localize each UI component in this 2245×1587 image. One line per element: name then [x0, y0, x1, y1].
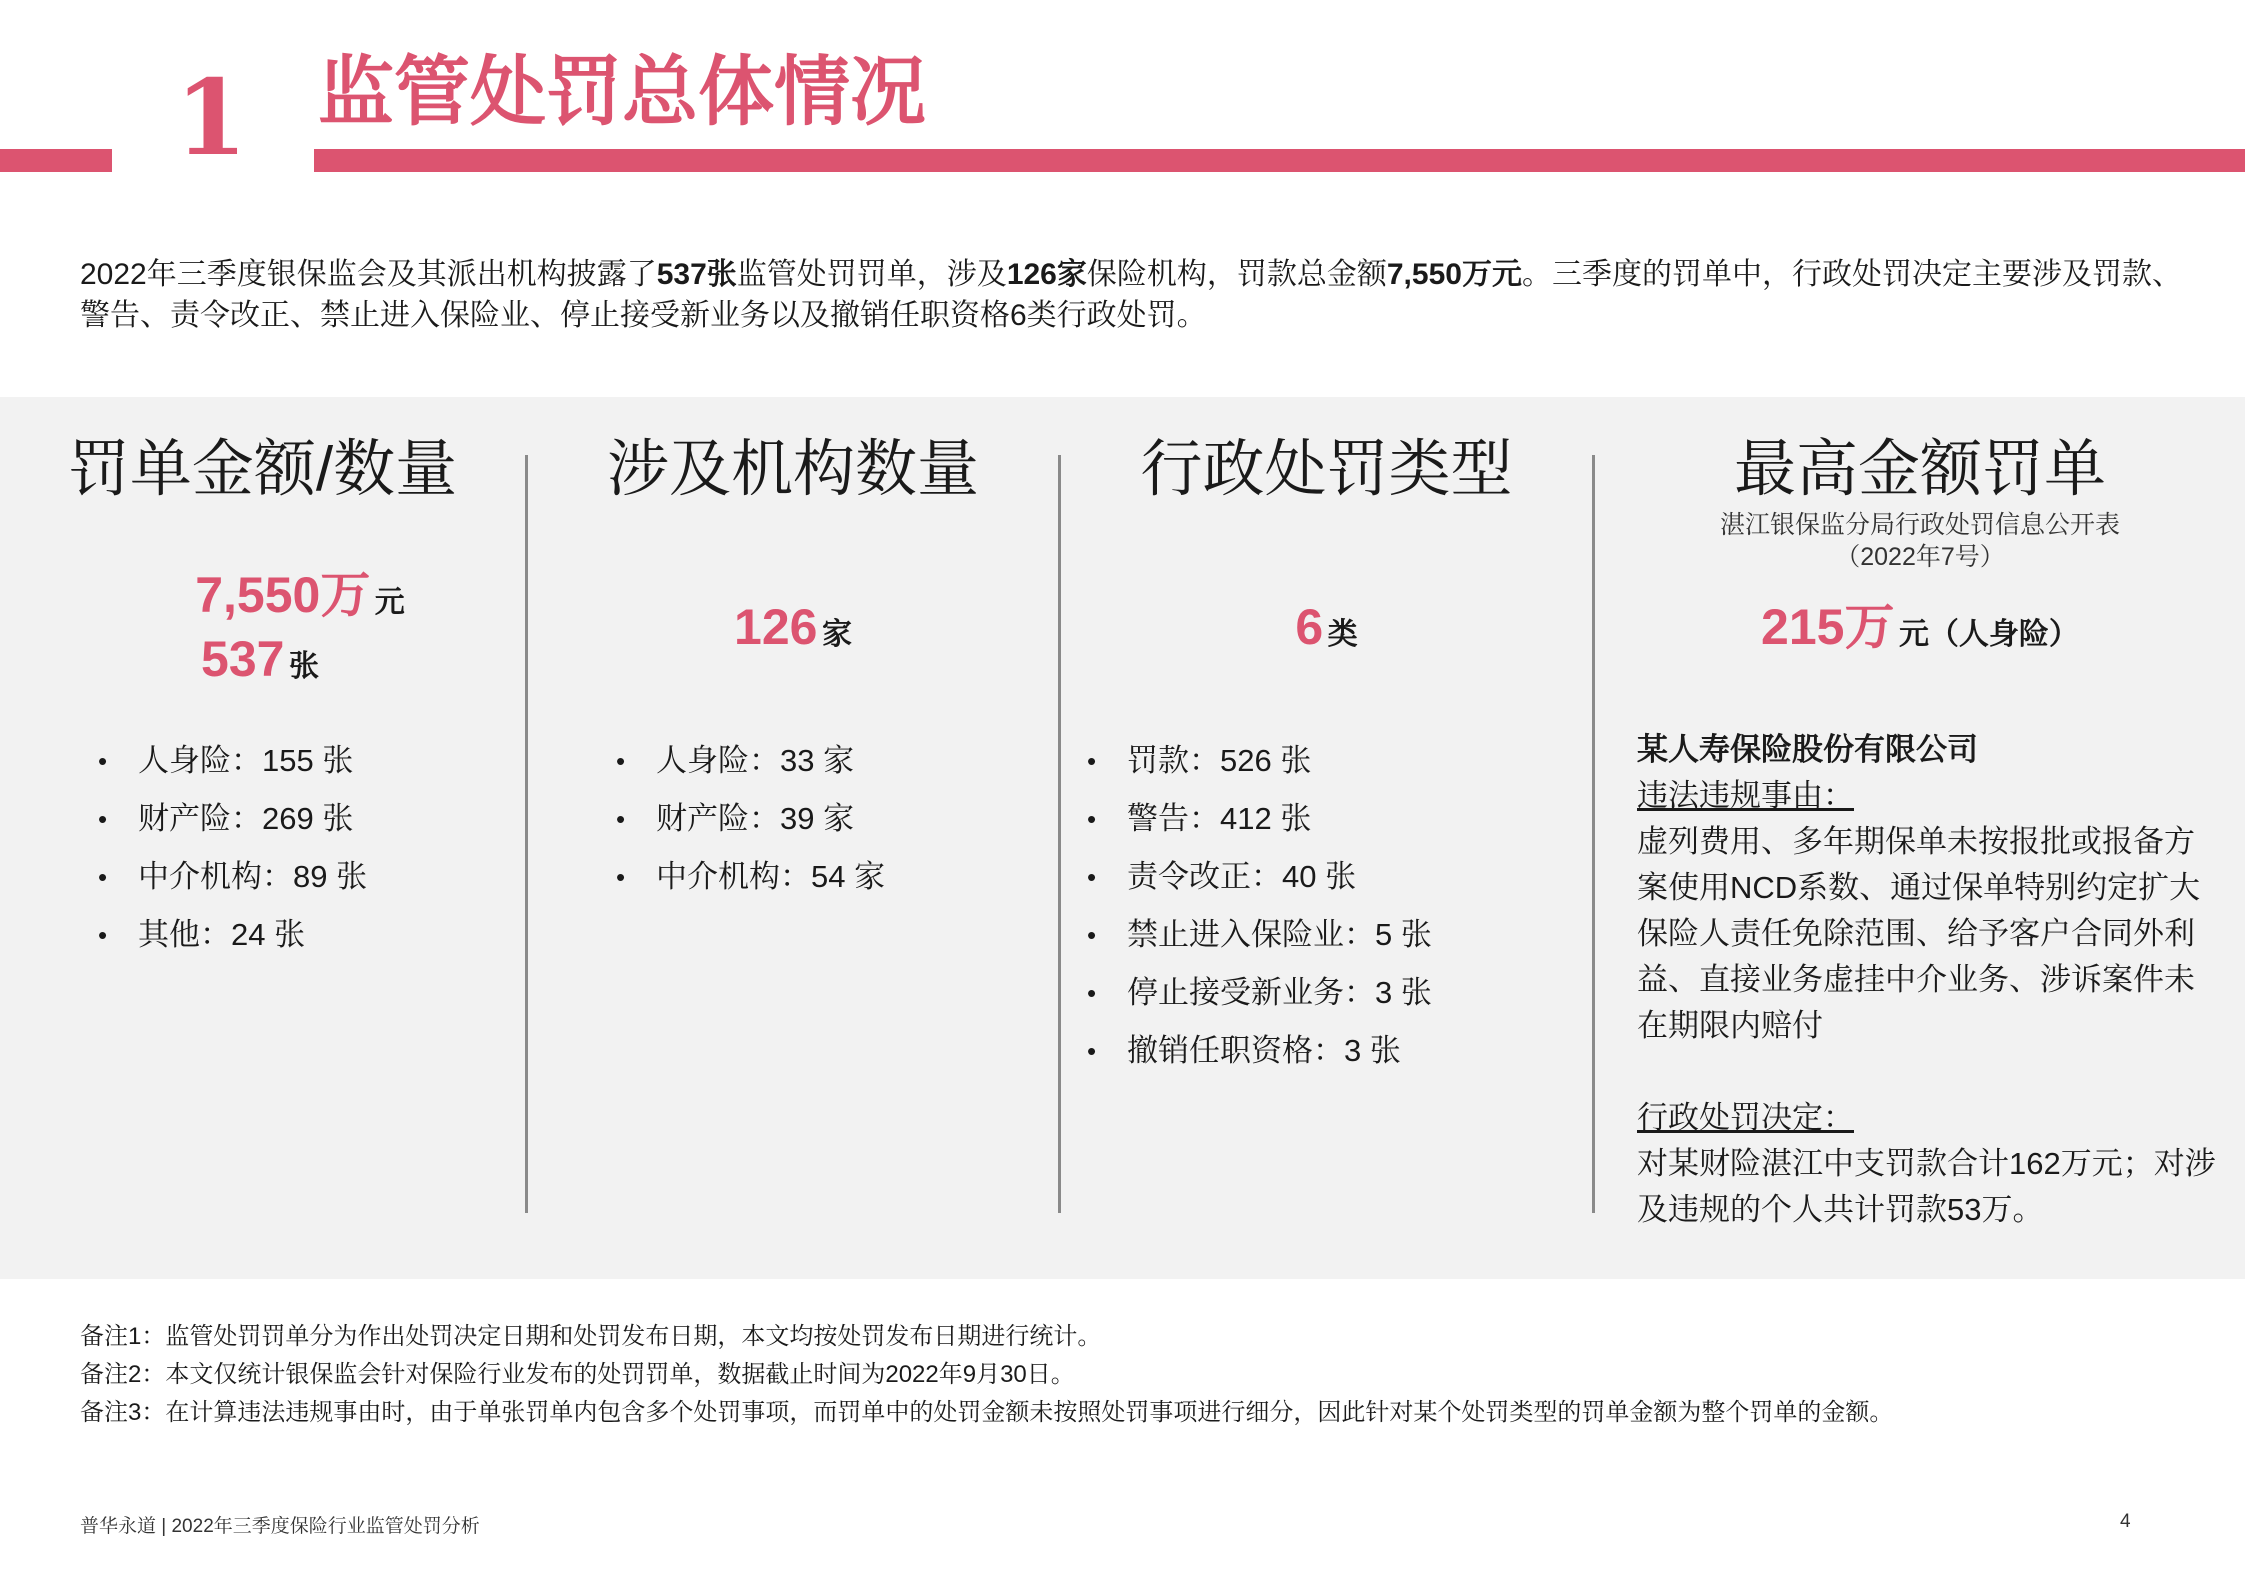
column-heading: 行政处罚类型 — [1140, 435, 1513, 504]
top-fine-value: 215万 — [1761, 599, 1895, 655]
page-number: 4 — [2120, 1511, 2131, 1532]
company-name: 某人寿保险股份有限公司 — [1637, 732, 1978, 767]
column-heading: 罚单金额/数量 — [67, 435, 458, 504]
institution-count-stat — [528, 595, 1058, 672]
top-fine-unit: 元（人身险） — [1898, 618, 2079, 651]
header-bar-right — [314, 149, 2245, 172]
list-item: • 人身险：155 张 — [98, 732, 367, 790]
list-item: • 停止接受新业务：3 张 — [1087, 964, 1432, 1022]
reason-text: 虚列费用、多年期保单未按报批或报备方案使用NCD系数、通过保单特别约定扩大保险人责任免除范围、给予客户合同外利益、直接业务虚挂中介业务、涉诉案件未在期限内赔付 — [1637, 824, 2201, 1043]
fine-count-stat — [160, 627, 360, 704]
section-number: 1 — [175, 56, 248, 179]
list-item: • 中介机构：89 张 — [98, 848, 367, 906]
fine-breakdown-list — [98, 732, 367, 964]
column-heading: 涉及机构数量 — [606, 435, 979, 504]
intro-paragraph: 2022年三季度银保监会及其派出机构披露了537张监管处罚罚单，涉及126家保险机构，罚款总金额7,550万元。三季度的罚单中，行政处罚决定主要涉及罚款、警告、责令改正、禁止进入保险业、停止接受新业务以及撤销任职资格6类行政处罚。 — [80, 258, 2182, 332]
reason-label: 违法违规事由： — [1637, 778, 1854, 813]
list-item: • 财产险：269 张 — [98, 790, 367, 848]
list-item: • 中介机构：54 家 — [616, 848, 885, 906]
decision-text: 对某财险湛江中支罚款合计162万元；对涉及违规的个人共计罚款53万。 — [1637, 1146, 2216, 1227]
institution-count-unit: 家 — [821, 618, 852, 651]
column-fine-amount — [0, 397, 525, 1279]
list-item: • 人身险：33 家 — [616, 732, 885, 790]
top-fine-doc-number: （2022年7号） — [1835, 543, 2005, 571]
penalty-type-items — [1087, 732, 1432, 1080]
footnote: 备注1：监管处罚罚单分为作出处罚决定日期和处罚发布日期，本文均按处罚发布日期进行统计。 — [80, 1323, 1102, 1350]
footnote: 备注2：本文仅统计银保监会针对保险行业发布的处罚罚单，数据截止时间为2022年9月30日。 — [80, 1361, 1075, 1388]
column-heading: 最高金额罚单 — [1733, 435, 2106, 504]
list-item: • 警告：412 张 — [1087, 790, 1432, 848]
institution-breakdown-list — [616, 732, 885, 906]
header-bar-left — [0, 149, 112, 172]
footnote: 备注3：在计算违法违规事由时，由于单张罚单内包含多个处罚事项，而罚单中的处罚金额未按照处罚事项进行细分，因此针对某个处罚类型的罚单金额为整个罚单的金额。 — [80, 1399, 1894, 1426]
list-item: • 财产险：39 家 — [616, 790, 885, 848]
fine-count-unit: 张 — [288, 650, 319, 683]
top-fine-detail — [1637, 727, 2217, 1233]
institution-count-value: 126 — [734, 599, 818, 655]
list-item: • 罚款：526 张 — [1087, 732, 1432, 790]
top-fine-stat — [1595, 595, 2245, 672]
list-item: • 责令改正：40 张 — [1087, 848, 1432, 906]
column-institutions — [528, 397, 1058, 1279]
fine-amount-value: 7,550万 — [195, 567, 371, 623]
fine-count-value: 537 — [201, 631, 285, 687]
footnotes — [80, 1318, 1893, 1432]
penalty-type-stat — [1061, 595, 1592, 672]
page-title: 监管处罚总体情况 — [318, 47, 926, 136]
list-item: • 其他：24 张 — [98, 906, 367, 964]
top-fine-source: 湛江银保监分局行政处罚信息公开表 — [1719, 511, 2120, 539]
decision-label: 行政处罚决定： — [1637, 1100, 1854, 1135]
footer-text: 普华永道 | 2022年三季度保险行业监管处罚分析 — [80, 1516, 480, 1537]
fine-amount-unit: 元 — [374, 586, 405, 619]
list-item: • 撤销任职资格：3 张 — [1087, 1022, 1432, 1080]
penalty-type-unit: 类 — [1327, 618, 1358, 651]
list-item: • 禁止进入保险业：5 张 — [1087, 906, 1432, 964]
penalty-type-value: 6 — [1295, 599, 1324, 655]
